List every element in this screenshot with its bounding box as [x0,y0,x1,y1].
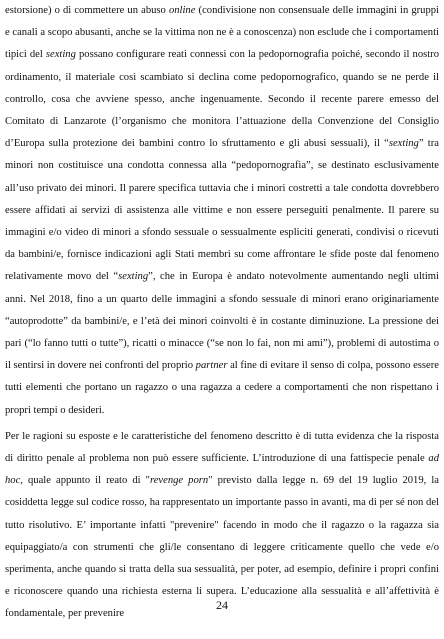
text-run: ”, che in Europa è andato notevolmente aumentando negli ultimi anni. Nel 2018, fino a un quarto delle immagini a sfondo sessuale di minori erano originariamente “autoprodotte” da bambini/e, e l’età dei minori coinvolti è in costante diminuzione. La pressione dei pari (“lo fanno tutti o tutte”), ricatti o minacce (“se non lo fai, non mi ami”), problemi di autostima o il sentirsi in dovere nei confronti del proprio [5,271,439,372]
text-run: al fine di evitare il senso di colpa, possono essere tutti elementi che portano un ragazzo o una ragazza a cedere a comportamenti che non rispettano i propri tempi o desideri. [5,360,439,416]
text-run: ” tra minori non costituisce una condotta connessa alla “pedopornografia”, se destinato esclusivamente all’uso privato dei minori. Il parere specifica tuttavia che i minori costretti a tale condotta dovrebbero essere affidati ai servizi di assistenza alle vittime e non essere perseguiti penalmente. Il parere su immagini e/o video di minori a sfondo sessuale o sessualmente espliciti generati, condivisi o ricevuti da bambini/e, fornisce indicazioni agli Stati membri su come affrontare le sfide poste dal fenomeno relativamente movo del “ [5,138,439,283]
text-run: (condivisione non consensuale delle immagini in gruppi e canali a scopo abusanti, anche se la vittima non ne è a conoscenza) non esclude che i comportamenti tipici del [5,5,439,61]
italic-term: revenge porn [149,475,209,487]
paragraph-penal-response [5,426,439,626]
italic-term: ad hoc [5,453,439,487]
body-text [5,0,439,626]
text-run: possano configurare reati connessi con la pedopornografia poiché, secondo il nostro ordinamento, il materiale così scambiato si declina come pedopornografico, quando se ne perde il controllo, cosa che avviene spesso, anche ingenuamente. Secondo il recente parere emesso del Comitato di Lanzarote (l’organismo che monitora l’attuazione della Convenzione del Consiglio d’Europa sulla protezione dei bambini contro lo sfruttamento e gli abusi sessuali), il “ [5,49,440,150]
text-run: estorsione) o di commettere un abuso [5,5,169,16]
italic-term: sexting [45,49,76,61]
text-run: Per le ragioni su esposte e le caratteristiche del fenomeno descritto è di tutta evidenza che la risposta di diritto penale al problema non può essere sufficiente. L’introduzione di una fattispecie penale [5,430,439,465]
page-number: 24 [216,598,228,612]
text-run: , quale appunto il reato di " [20,475,150,487]
italic-term: partner [195,360,228,372]
text-run: " previsto dalla legge n. 69 del 19 luglio 2019, la cosiddetta legge sul codice rosso, ha rappresentato un importante passo in avanti, ma di per sé non del tutto risolutivo. E’ importante infatti "prevenire" facendo in modo che il ragazzo o la ragazza sia equipaggiato/a con strumenti che gli/le consentano di leggere criticamente quello che vede e/o sperimenta, anche quando si tratta della sua sessualità, per poter, ad esempio, definire i propri confini e riconoscere quando una richiesta esterna li supera. L’educazione alla sessualità e all’affettività è fondamentale, per prevenire [5,475,440,620]
italic-term: online [168,5,196,16]
paragraph-sexting-lanzarote [5,0,439,422]
italic-term: sexting [118,271,149,283]
italic-term: sexting [388,138,419,150]
